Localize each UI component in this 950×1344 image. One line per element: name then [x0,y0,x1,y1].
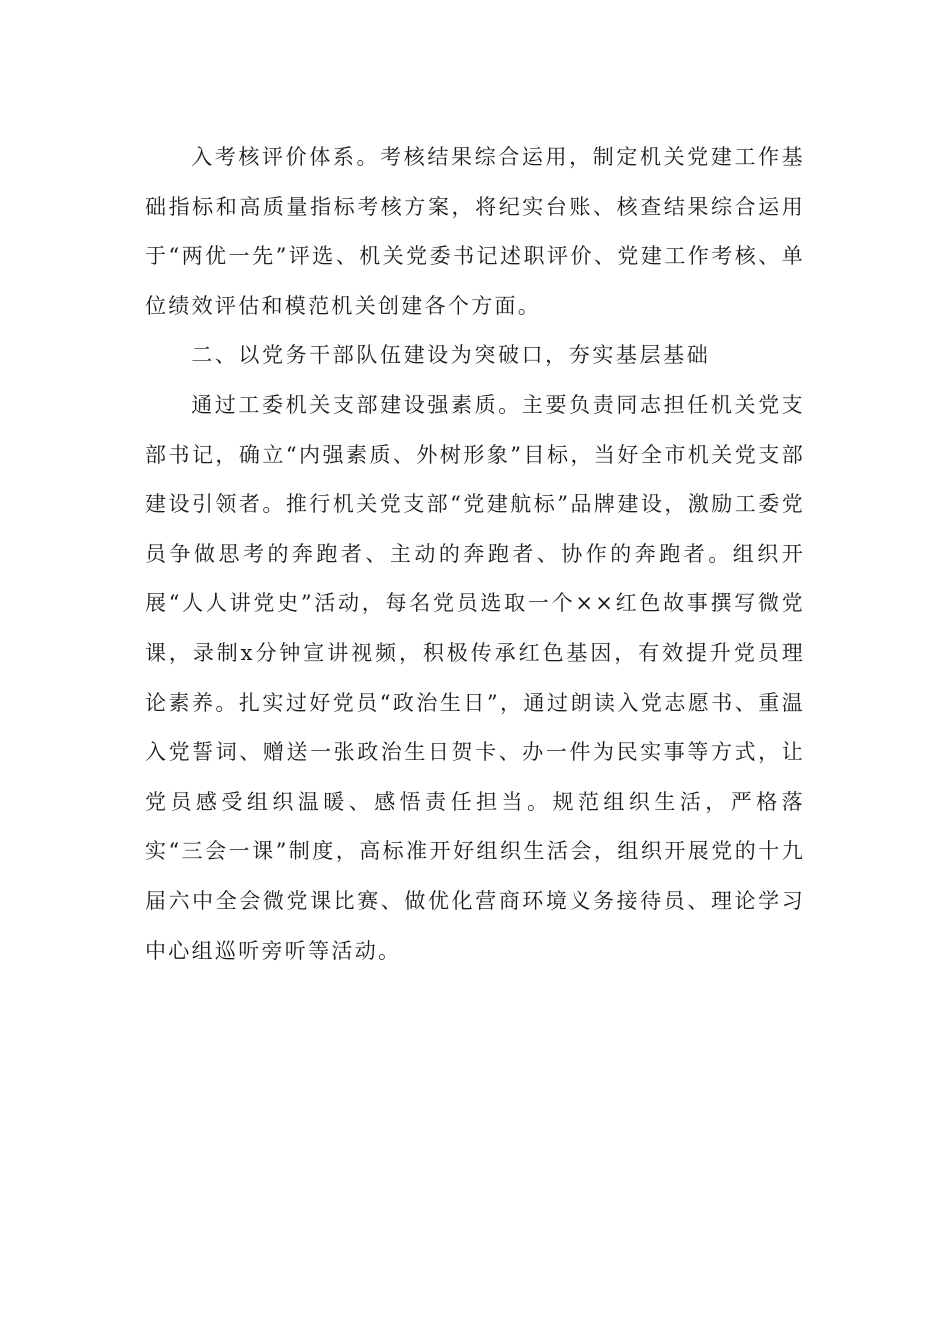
paragraph-assessment-system: 入考核评价体系。考核结果综合运用，制定机关党建工作基础指标和高质量指标考核方案，将纪实台账、核查结果综合运用于“两优一先”评选、机关党委书记述职评价、党建工作考核、单位绩效评估和模范机关创建各个方面。 [145,145,805,318]
document-body [145,133,805,976]
paragraph-branch-building: 通过工委机关支部建设强素质。主要负责同志担任机关党支部书记，确立“内强素质、外树形象”目标，当好全市机关党支部建设引领者。推行机关党支部“党建航标”品牌建设，激励工委党员争做思考的奔跑者、主动的奔跑者、协作的奔跑者。组织开展“人人讲党史”活动，每名党员选取一个××红色故事撰写微党课，录制x分钟宣讲视频，积极传承红色基因，有效提升党员理论素养。扎实过好党员“政治生日”，通过朗读入党志愿书、重温入党誓词、赠送一张政治生日贺卡、办一件为民实事等方式，让党员感受组织温暖、感悟责任担当。规范组织生活，严格落实“三会一课”制度，高标准开好组织生活会，组织开展党的十九届六中全会微党课比赛、做优化营商环境义务接待员、理论学习中心组巡听旁听等活动。 [145,392,805,963]
section-heading-two: 二、以党务干部队伍建设为突破口，夯实基层基础 [191,343,711,368]
